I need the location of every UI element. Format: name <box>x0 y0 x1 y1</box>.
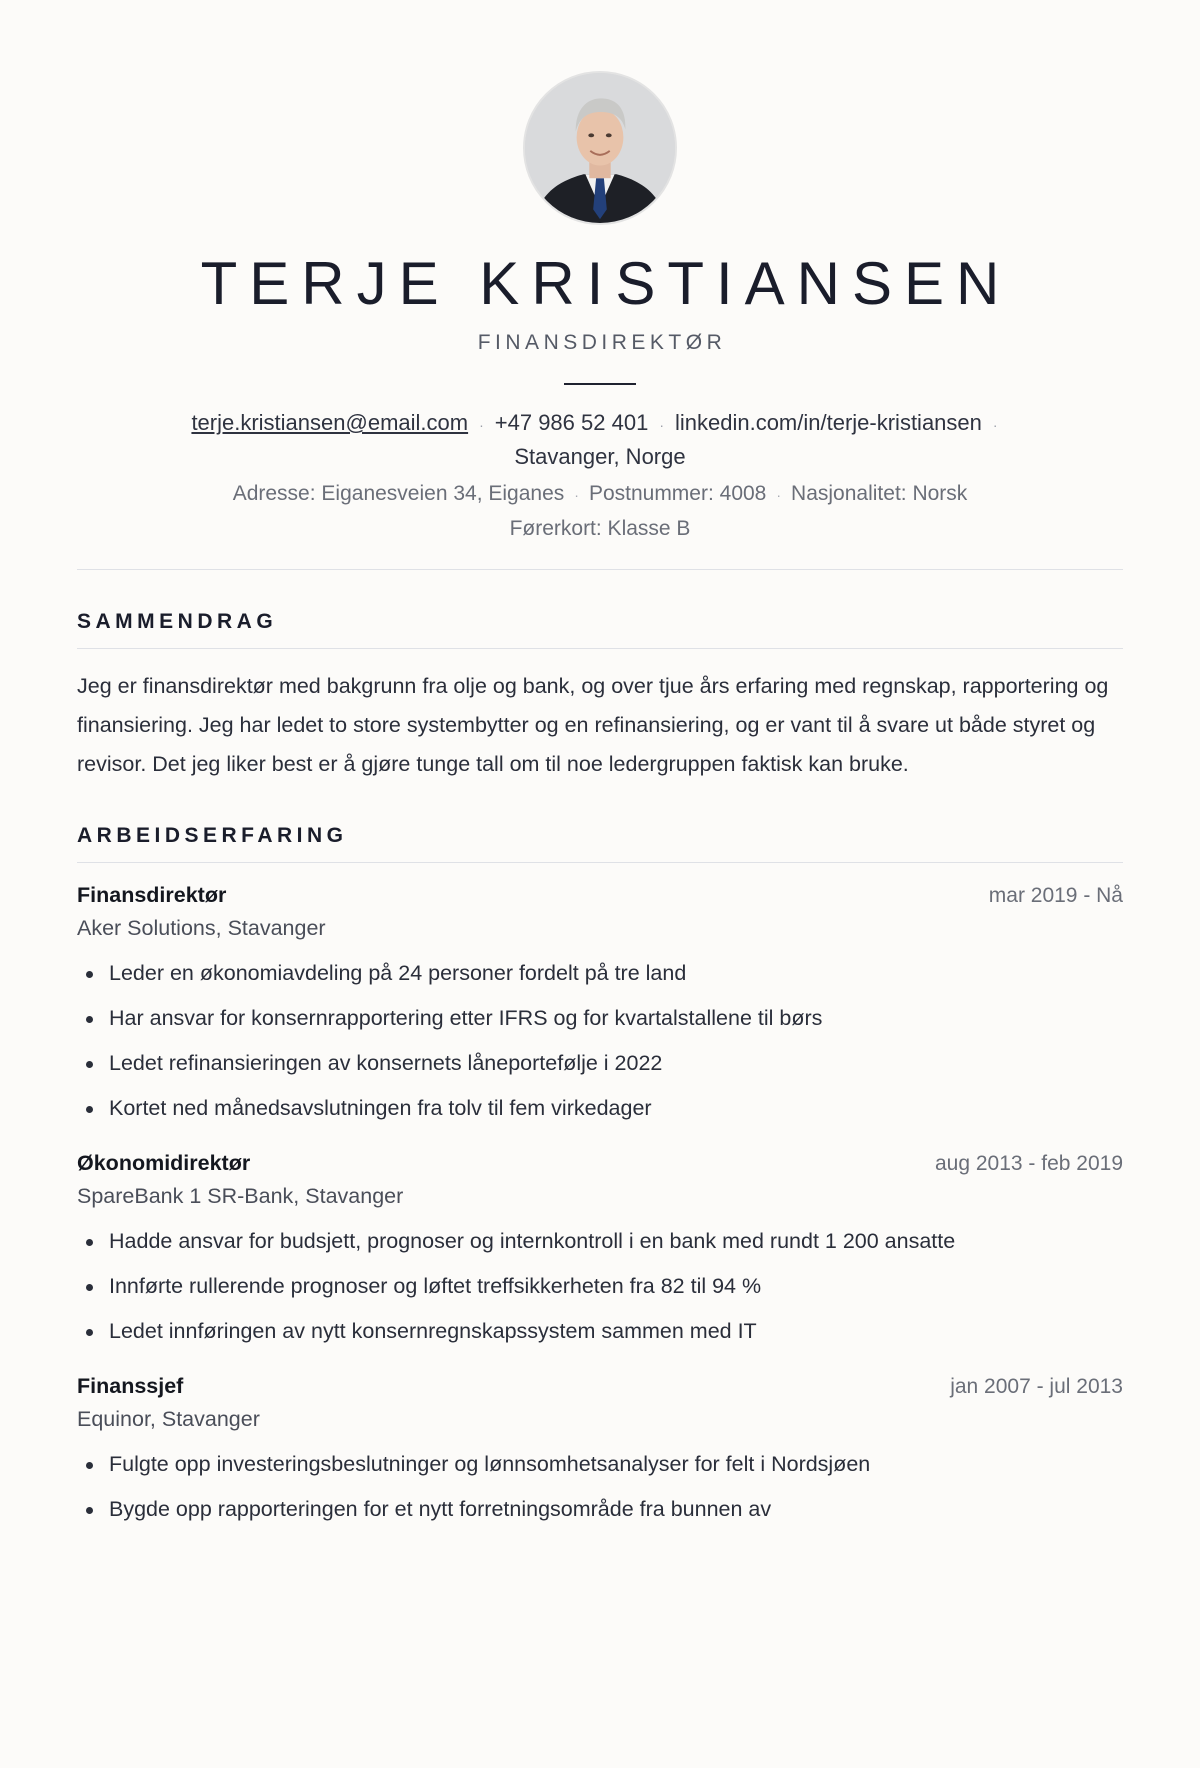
job-entry <box>77 883 1123 1131</box>
candidate-name: TERJE KRISTIANSEN <box>200 250 1012 317</box>
job-bullets <box>77 1442 1123 1532</box>
contact-separator: · <box>992 417 998 433</box>
contact-line <box>77 407 1123 473</box>
contact-separator: · <box>479 417 484 433</box>
job-bullets <box>77 1219 1123 1354</box>
linkedin-link[interactable]: linkedin.com/in/terje-kristiansen <box>674 410 982 435</box>
job-dates: mar 2019 - Nå <box>988 884 1123 907</box>
job-bullet: Bygde opp rapporteringen for et nytt forretningsområde fra bunnen av <box>77 1487 1123 1532</box>
address: Adresse: Eiganesveien 34, Eiganes <box>232 482 565 505</box>
job-title: Økonomidirektør <box>77 1151 251 1175</box>
details-separator: · <box>776 487 782 503</box>
job-bullet: Innførte rullerende prognoser og løftet treffsikkerheten fra 82 til 94 % <box>77 1264 1123 1309</box>
job-bullet: Ledet refinansieringen av konsernets låneportefølje i 2022 <box>77 1041 1123 1086</box>
summary-heading: SAMMENDRAG <box>77 610 278 633</box>
experience-heading: ARBEIDSERFARING <box>77 824 348 847</box>
section-divider <box>77 862 1123 863</box>
location: Stavanger, Norge <box>514 444 686 469</box>
job-company: Equinor, Stavanger <box>77 1407 260 1431</box>
phone-number: +47 986 52 401 <box>494 410 649 435</box>
contact-separator: · <box>659 417 664 433</box>
job-dates: aug 2013 - feb 2019 <box>935 1152 1123 1175</box>
job-bullet: Kortet ned månedsavslutningen fra tolv til fem virkedager <box>77 1086 1123 1131</box>
job-bullet: Ledet innføringen av nytt konsernregnskapssystem sammen med IT <box>77 1309 1123 1354</box>
job-title: Finanssjef <box>77 1374 184 1398</box>
title-divider <box>564 383 636 385</box>
email-link[interactable]: terje.kristiansen@email.com <box>191 410 469 435</box>
job-company: SpareBank 1 SR-Bank, Stavanger <box>77 1184 404 1208</box>
job-company: Aker Solutions, Stavanger <box>77 916 326 940</box>
nationality: Nasjonalitet: Norsk <box>791 482 968 505</box>
drivers-license: Førerkort: Klasse B <box>509 517 691 540</box>
details-separator: · <box>574 487 579 503</box>
job-bullet: Har ansvar for konsernrapportering etter IFRS og for kvartalstallene til børs <box>77 996 1123 1041</box>
section-divider <box>77 648 1123 649</box>
postal-code: Postnummer: 4008 <box>588 482 767 505</box>
job-bullet: Hadde ansvar for budsjett, prognoser og internkontroll i en bank med rundt 1 200 ansatte <box>77 1219 1123 1264</box>
job-bullet: Leder en økonomiavdeling på 24 personer fordelt på tre land <box>77 951 1123 996</box>
summary-text: Jeg er finansdirektør med bakgrunn fra olje og bank, og over tjue års erfaring med regnskap, rapportering og finansiering. Jeg har ledet to store systembytter og en refinansiering, og er vant til å svare ut både styret og revisor. Det jeg liker best er å gjøre tunge tall om til noe ledergruppen faktisk kan bruke. <box>77 674 1109 776</box>
job-dates: jan 2007 - jul 2013 <box>950 1375 1123 1398</box>
profile-photo <box>523 71 677 225</box>
job-entry <box>77 1374 1123 1532</box>
personal-details <box>77 477 1123 545</box>
job-entry <box>77 1151 1123 1354</box>
job-bullet: Fulgte opp investeringsbeslutninger og lønnsomhetsanalyser for felt i Nordsjøen <box>77 1442 1123 1487</box>
profile-photo-icon <box>525 73 675 223</box>
candidate-title: FINANSDIREKTØR <box>477 331 727 354</box>
header-divider <box>77 569 1123 570</box>
job-bullets <box>77 951 1123 1131</box>
resume-page <box>0 71 1200 1768</box>
job-title: Finansdirektør <box>77 883 227 907</box>
